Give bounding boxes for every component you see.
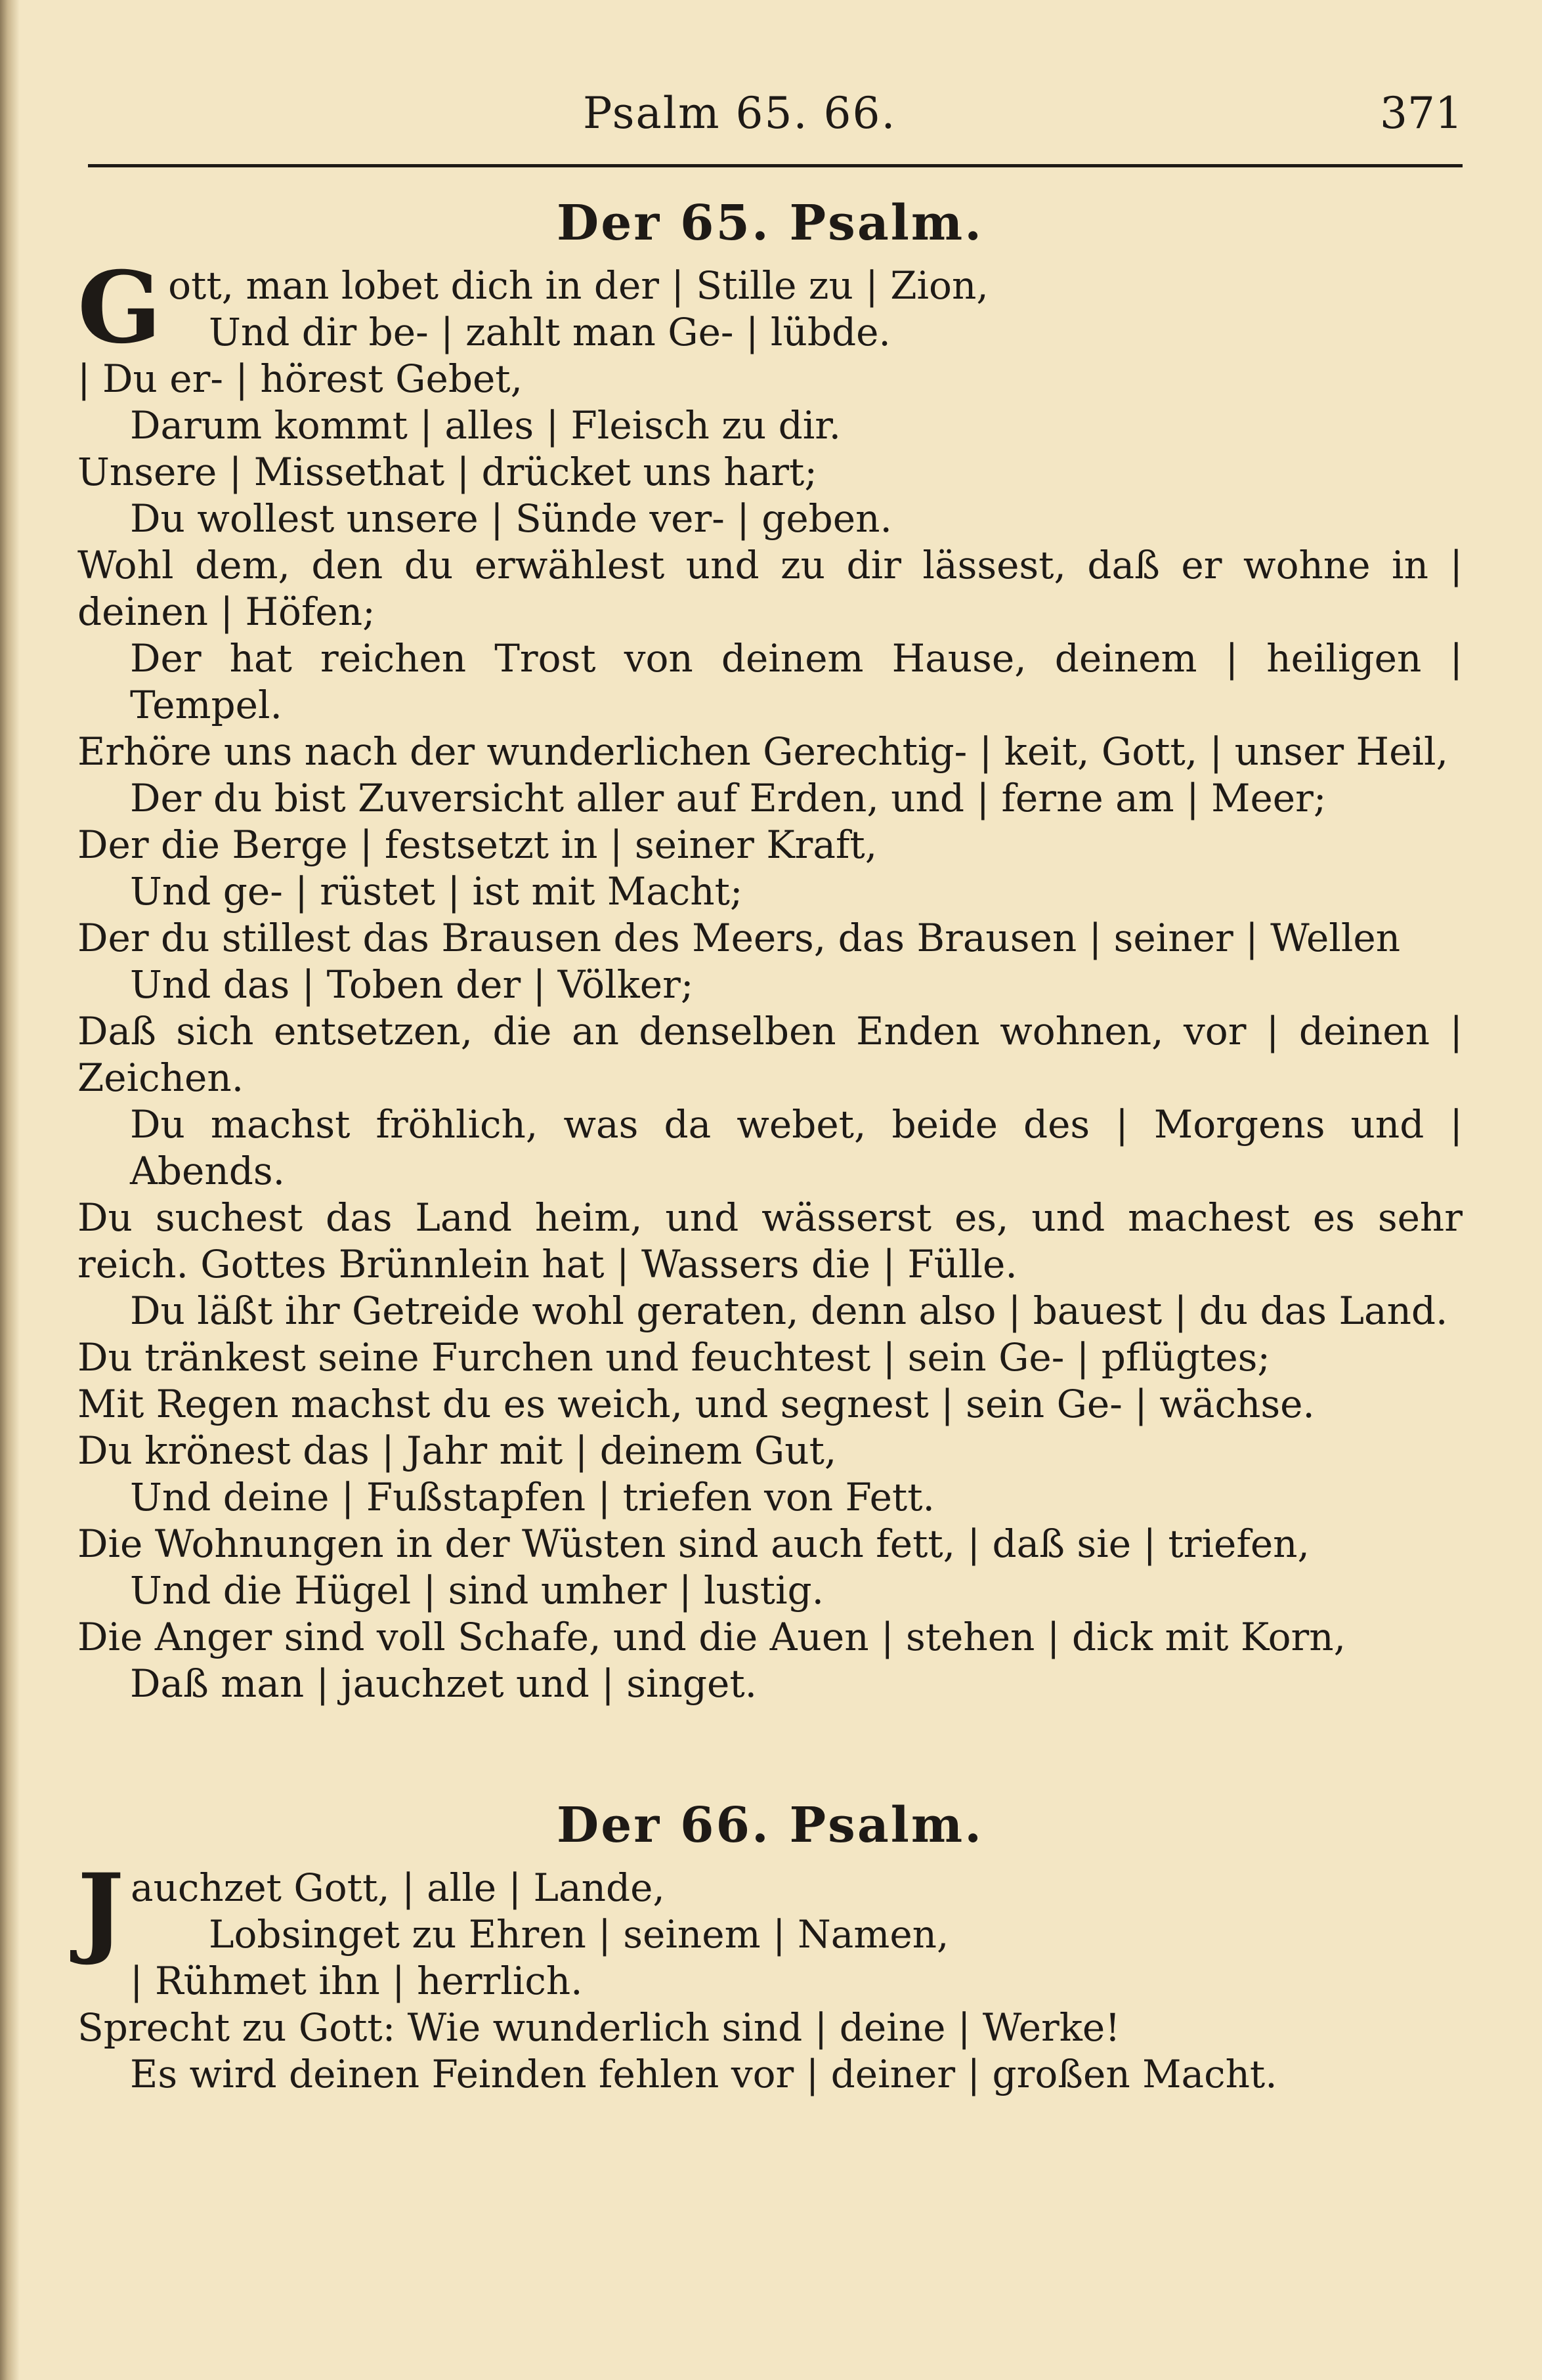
verse-line: Und die Hügel | sind umher | lustig.: [130, 1568, 825, 1613]
verse-line: Der du stillest das Brausen des Meers, das Brausen | seiner | Wellen: [77, 916, 1401, 960]
first-line-text: auchzet Gott, | alle | Lande,: [130, 1865, 665, 1910]
verse-line: Du wollest unsere | Sünde ver- | geben.: [130, 496, 892, 541]
verse-line: Du krönest das | Jahr mit | deinem Gut,: [77, 1428, 837, 1473]
verse-line: | Du er- | hörest Gebet,: [77, 356, 523, 401]
psalm-66-text: [77, 1852, 1463, 2098]
verse-line: Der hat reichen Trost von deinem Hause, deinem | heiligen | Tempel.: [130, 636, 1463, 727]
verse-line: Sprecht zu Gott: Wie wunderlich sind | deine | Werke!: [77, 2005, 1121, 2050]
first-line-text: ott, man lobet dich in der | Stille zu | Zion,: [168, 263, 989, 308]
verse-line: Der die Berge | festsetzt in | seiner Kraft,: [77, 822, 878, 867]
verse-line: Lobsinget zu Ehren | seinem | Namen,: [209, 1912, 949, 1957]
verse-line: Wohl dem, den du erwählest und zu dir lässest, daß er wohne in | deinen | Höfen;: [77, 543, 1463, 634]
verse-line: | Rühmet ihn | herrlich.: [130, 1959, 583, 2003]
running-title: Psalm 65. 66.: [583, 88, 897, 138]
verse-line: Erhöre uns nach der wunderlichen Gerechtig- | keit, Gott, | unser Heil,: [77, 729, 1448, 774]
verse-line: Daß sich entsetzen, die an denselben Enden wohnen, vor | deinen | Zeichen.: [77, 1009, 1463, 1100]
book-spine-shadow: [0, 0, 20, 2380]
verse-line: Und dir be- | zahlt man Ge- | lübde.: [209, 310, 891, 354]
verse-line: Die Anger sind voll Schafe, und die Auen | stehen | dick mit Korn,: [77, 1615, 1346, 1659]
verse-line: Darum kommt | alles | Fleisch zu dir.: [130, 403, 842, 448]
verse-line: Unsere | Missethat | drücket uns hart;: [77, 450, 817, 494]
header-rule: [88, 164, 1463, 167]
drop-cap: G: [77, 250, 162, 366]
page-number: 371: [1380, 88, 1463, 138]
verse-line: Du suchest das Land heim, und wässerst es, und machest es sehr reich. Gottes Brünnlein hat | Wassers die | Fülle.: [77, 1195, 1463, 1286]
verse-line: Und deine | Fußstapfen | triefen von Fett.: [130, 1475, 935, 1519]
verse-line: Und ge- | rüstet | ist mit Macht;: [130, 869, 743, 914]
verse-line: Es wird deinen Feinden fehlen vor | deiner | großen Macht.: [130, 2052, 1277, 2096]
psalm-66-heading: Der 66. Psalm.: [557, 1797, 983, 1854]
verse-line: Mit Regen machst du es weich, und segnest | sein Ge- | wächse.: [77, 1382, 1315, 1426]
page: [77, 79, 1463, 2098]
verse-line: Der du bist Zuversicht aller auf Erden, und | ferne am | Meer;: [130, 776, 1327, 820]
verse-line: Daß man | jauchzet und | singet.: [130, 1661, 758, 1706]
drop-cap: J: [77, 1852, 124, 1968]
verse-line: Die Wohnungen in der Wüsten sind auch fett, | daß sie | triefen,: [77, 1521, 1310, 1566]
psalm-65-text: [77, 250, 1463, 1707]
verse-line: Du machst fröhlich, was da webet, beide des | Morgens und | Abends.: [130, 1102, 1463, 1193]
verse-line: Und das | Toben der | Völker;: [130, 962, 694, 1007]
running-header: [77, 79, 1463, 144]
verse-line: Du tränkest seine Furchen und feuchtest | sein Ge- | pflügtes;: [77, 1335, 1270, 1380]
psalm-65-heading: Der 65. Psalm.: [557, 195, 983, 251]
verse-line: Du läßt ihr Getreide wohl geraten, denn also | bauest | du das Land.: [130, 1288, 1448, 1333]
